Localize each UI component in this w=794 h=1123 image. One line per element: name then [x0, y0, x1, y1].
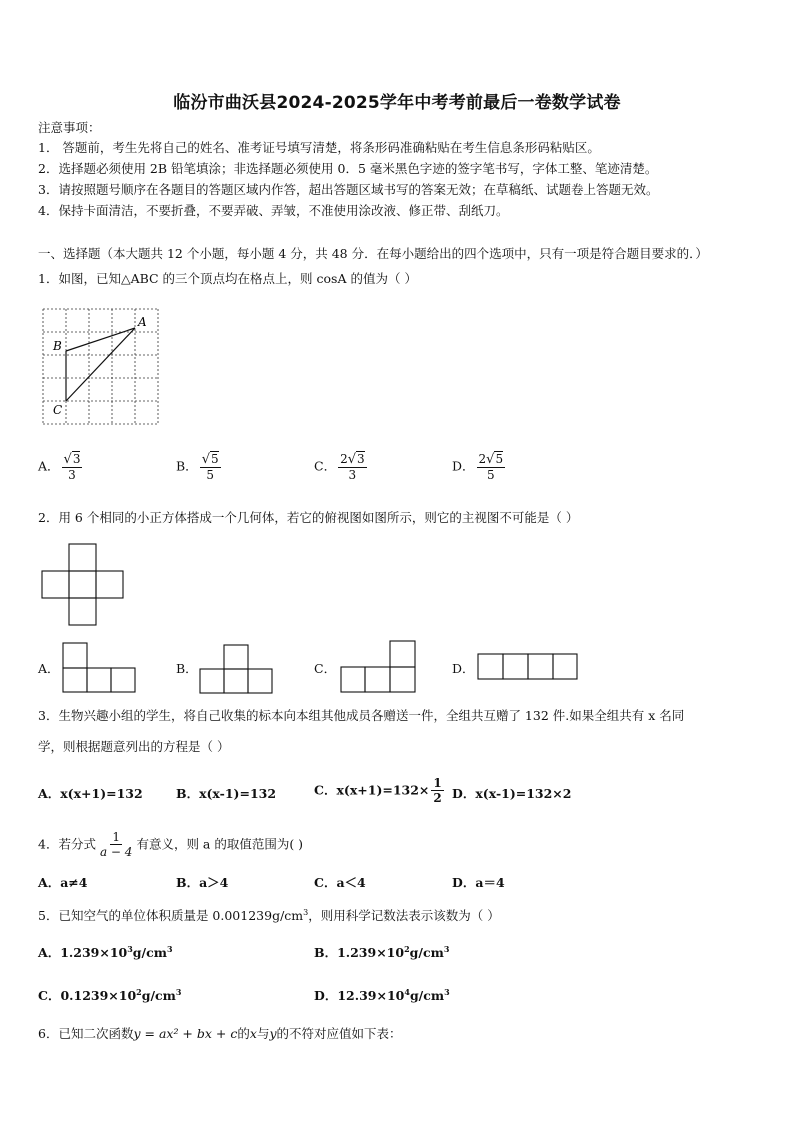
fraction: $\frac{2√5}{5}$ [478, 452, 504, 482]
question-6-stem: 6．已知二次函数y = ax² + bx + c的x与y的不符对应值如下表： [38, 1026, 402, 1041]
question-1-stem: 1．如图，已知△ABC 的三个顶点均在格点上，则 cosA 的值为（ ） [38, 271, 417, 286]
q2-option-b-label[interactable]: B． [176, 661, 198, 676]
q2-option-a-figure[interactable] [61, 641, 139, 695]
option-letter: B． [176, 458, 198, 474]
fraction: $\frac{2√3}{3}$ [340, 452, 365, 482]
fraction: $\frac{1}{a - 4}$ [99, 830, 133, 859]
fraction: $\frac{√5}{5}$ [201, 452, 219, 482]
question-3-stem-line2: 学，则根据题意列出的方程是（ ） [38, 739, 230, 754]
notice-heading: 注意事项： [38, 120, 101, 135]
q1-option-c[interactable] [314, 452, 369, 482]
q4-option-a[interactable]: A．a≠4 [38, 875, 88, 890]
q2-option-d-label[interactable]: D． [452, 661, 475, 676]
q5-option-a[interactable]: A．$1.239\times 10^3g/cm^3$ [38, 944, 173, 961]
question-3-stem-line1: 3．生物兴趣小组的学生，将自己收集的标本向本组其他成员各赠送一件，全组共互赠了 132 件.如果全组共有 x 名同 [38, 708, 685, 723]
q3-option-a[interactable]: A．x(x+1)=132 [38, 786, 143, 801]
option-letter: C． [314, 458, 337, 474]
q5-option-d[interactable]: D．$12.39\times 10^4g/cm^3$ [314, 987, 450, 1004]
vertex-a-label: A [138, 315, 147, 329]
notice-item: 2．选择题必须使用 2B 铅笔填涂；非选择题必须使用 0．5 毫米黑色字迹的签字笔书写，字体工整、笔迹清楚。 [38, 161, 658, 176]
q5-option-c[interactable]: C．$0.1239\times 10^2g/cm^3$ [38, 987, 182, 1004]
option-letter: A． [38, 458, 60, 474]
q4-option-b[interactable]: B．a＞4 [176, 875, 229, 890]
fraction: $\frac{√3}{3}$ [63, 452, 81, 482]
q3-option-d[interactable]: D．x(x-1)=132×2 [452, 786, 572, 801]
vertex-b-label: B [53, 339, 62, 353]
q4-option-c[interactable]: C．a＜4 [314, 875, 366, 890]
vertex-c-label: C [53, 403, 63, 417]
q2-option-b-figure[interactable] [198, 643, 276, 695]
question-5-stem: 5．已知空气的单位体积质量是 $0.001239g/cm^3$，则用科学记数法表示该数为（ ） [38, 908, 500, 924]
question-4-stem: 4．若分式 $\frac{1}{a - 4}$ 有意义，则 a 的取值范围为( ) [38, 830, 304, 859]
section-heading: 一、选择题（本大题共 12 个小题，每小题 4 分，共 48 分．在每小题给出的四个选项中，只有一项是符合题目要求的．） [38, 246, 708, 261]
q2-option-d-figure[interactable] [476, 652, 580, 682]
q2-option-c-label[interactable]: C． [314, 661, 337, 676]
q2-option-c-figure[interactable] [339, 639, 419, 695]
q1-option-d[interactable] [452, 452, 507, 482]
q4-option-d[interactable]: D．a＝4 [452, 875, 505, 890]
q3-option-b[interactable]: B．x(x-1)=132 [176, 786, 277, 801]
q1-option-b[interactable] [176, 452, 223, 482]
notice-item: 1． 答题前，考生先将自己的姓名、准考证号填写清楚，将条形码准确粘贴在考生信息条形码粘贴区。 [38, 140, 600, 155]
q2-option-a-label[interactable]: A． [38, 661, 60, 676]
notice-item: 3．请按照题号顺序在各题目的答题区域内作答，超出答题区域书写的答案无效；在草稿纸、试题卷上答题无效。 [38, 182, 659, 197]
quadratic-formula: y = ax² + bx + c [133, 1026, 238, 1041]
fraction: $\frac{1}{2}$ [433, 776, 442, 805]
top-view-figure [40, 542, 126, 626]
grid-triangle-figure [38, 304, 164, 428]
option-letter: D． [452, 458, 475, 474]
question-2-stem: 2．用 6 个相同的小正方体搭成一个几何体，若它的俯视图如图所示，则它的主视图不可能是（ ） [38, 510, 579, 525]
q1-option-a[interactable] [38, 452, 84, 482]
q3-option-c[interactable]: C．x(x+1)=132× $\frac{1}{2}$ [314, 776, 442, 805]
q5-option-b[interactable]: B．$1.239\times 10^2g/cm^3$ [314, 944, 450, 961]
notice-item: 4．保持卡面清洁，不要折叠，不要弄破、弄皱，不准使用涂改液、修正带、刮纸刀。 [38, 203, 509, 218]
page-title: 临汾市曲沃县2024-2025学年中考考前最后一卷数学试卷 [173, 93, 621, 113]
